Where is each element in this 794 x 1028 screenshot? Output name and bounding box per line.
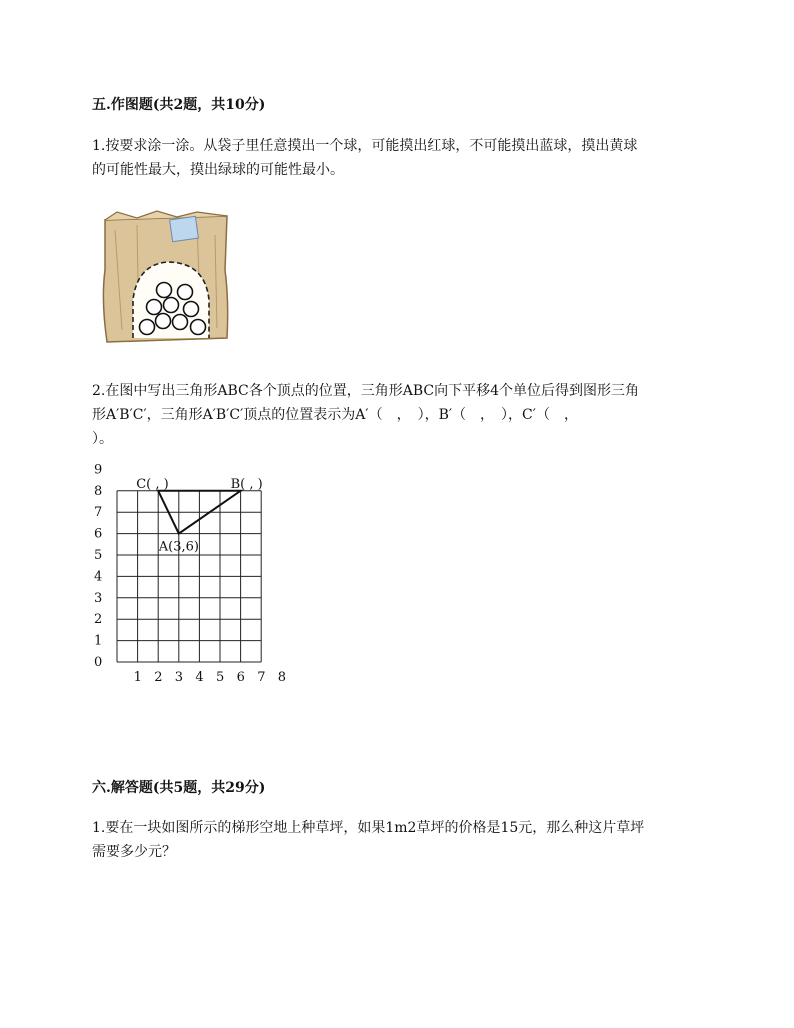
x-tick-label: 4: [195, 670, 204, 685]
y-tick-labels: [94, 462, 102, 670]
question-5-1: [92, 134, 702, 182]
question-6-1: [92, 816, 702, 864]
bag-of-balls-image: [97, 210, 237, 352]
section-6-title: 六.解答题(共5题，共29分): [92, 780, 266, 796]
question-5-1-line-1: 1.按要求涂一涂。从袋子里任意摸出一个球，可能摸出红球，不可能摸出蓝球，摸出黄球: [92, 138, 638, 154]
grid-lines: [117, 491, 261, 662]
ball: [184, 302, 199, 317]
y-tick-label: 1: [94, 633, 103, 649]
x-tick-labels: [134, 670, 286, 685]
y-tick-label: 7: [94, 505, 103, 521]
coordinate-grid: [90, 460, 300, 688]
y-tick-label: 8: [94, 483, 103, 499]
question-6-1-line-1: 1.要在一块如图所示的梯形空地上种草坪，如果1m2草坪的价格是15元，那么种这片草坪: [92, 820, 645, 836]
ball: [140, 320, 155, 335]
point-b-label: B( , ): [230, 476, 263, 492]
x-tick-label: 7: [257, 670, 266, 685]
section-5-title: 五.作图题(共2题，共10分): [92, 97, 266, 113]
x-tick-label: 5: [216, 670, 225, 685]
ball: [178, 285, 193, 300]
y-tick-label: 9: [94, 462, 103, 478]
question-5-2-line-3: ）。: [92, 431, 113, 447]
x-tick-label: 8: [277, 670, 287, 685]
ball: [156, 314, 171, 329]
question-5-2-line-1: 2.在图中写出三角形ABC各个顶点的位置，三角形ABC向下平移4个单位后得到图形三角: [92, 383, 640, 399]
ball: [147, 300, 162, 315]
y-tick-label: 5: [94, 548, 103, 563]
y-tick-label: 4: [94, 569, 103, 585]
question-6-1-line-2: 需要多少元？: [92, 844, 176, 860]
ball: [173, 315, 188, 330]
x-tick-label: 2: [154, 670, 163, 685]
point-a-label: A(3,6): [158, 539, 200, 555]
point-c-label: C( , ): [136, 476, 169, 492]
y-tick-label: 2: [94, 612, 103, 628]
ball: [164, 298, 179, 313]
ball: [191, 320, 206, 335]
question-5-2-line-2: 形A′B′C′，三角形A′B′C′顶点的位置表示为A′（ ， ），B′（ ， ），C′（ ，: [92, 407, 578, 423]
y-tick-label: 0: [94, 655, 103, 670]
question-5-2: [92, 379, 702, 451]
ball: [157, 283, 172, 298]
x-tick-label: 6: [236, 670, 245, 685]
question-5-1-line-2: 的可能性最大，摸出绿球的可能性最小。: [92, 162, 344, 178]
x-tick-label: 1: [133, 670, 142, 685]
x-tick-label: 3: [174, 670, 184, 685]
y-tick-label: 6: [94, 526, 103, 542]
y-tick-label: 3: [94, 590, 103, 606]
